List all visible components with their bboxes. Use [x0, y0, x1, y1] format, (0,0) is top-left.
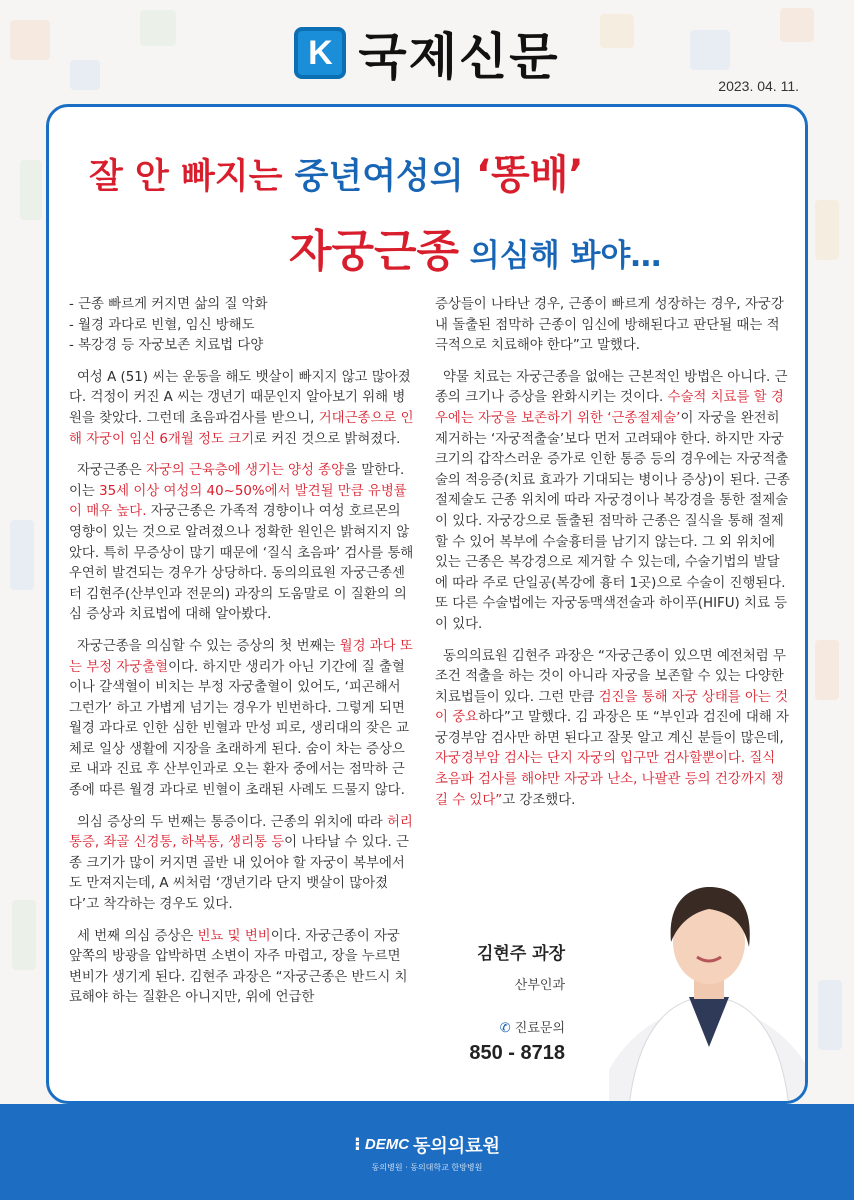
doctor-info	[469, 939, 565, 1065]
headline-line1-part1: 잘 안 빠지는	[89, 157, 295, 197]
text: 을 말한다. 이는	[69, 463, 405, 499]
headline-line1	[89, 143, 769, 200]
headline-line2	[289, 215, 769, 279]
highlight-text: 자궁경부암 검사는 단지 자궁의 입구만 검사할뿐이다. 질식 초음파 검사를 해야만 자궁과 난소, 나팔관 등의 건강까지 챙길 수 있다”	[435, 751, 784, 808]
text: 의심 증상의 두 번째는 통증이다. 근종의 위치에 따라	[77, 814, 387, 830]
text: 자궁근종은	[77, 463, 146, 479]
summary-bullet: - 근종 빠르게 커지면 삶의 질 악화	[69, 297, 268, 312]
headline-line2-part2: 의심해 봐야…	[459, 238, 662, 274]
doctor-portrait-photo	[609, 847, 808, 1104]
hospital-logo[interactable]	[354, 1132, 500, 1158]
summary-bullets	[69, 295, 417, 357]
text: 세 번째 의심 증상은	[77, 928, 198, 944]
text: 약물 치료는 자궁근종을 없애는 근본적인 방법은 아니다. 근종의 크기나 증상을 완화시키는 것이다.	[435, 369, 788, 406]
newspaper-logo-icon: K	[294, 27, 346, 79]
paragraph	[69, 813, 417, 916]
newspaper-name: 국제신문	[358, 28, 560, 86]
text: 증상들이 나타난 경우, 근종이 빠르게 성장하는 경우, 자궁강 내 돌출된 점막하 근종이 임신에 방해된다고 판단될 때는 적극적으로 치료해야 한다”고 말했다.	[435, 297, 784, 354]
highlight-text: 자궁의 근육층에 생기는 양성 종양	[145, 463, 345, 479]
doctor-name: 김현주 과장	[476, 944, 565, 964]
text: 이다. 하지만 생리가 아닌 기간에 질 출혈이나 갈색혈이 비치는 부정 자궁출혈이 있어도, ‘피곤해서 그런가’ 하고 가볍게 넘기는 경우가 빈번하다. 그렇게 되면 월경 과다로 인한 심한 빈혈과 만성 피로, 생리대의 잦은 교체로 일상 생활에 지장을 초래하게 된다. 숨이 차는 증상으로 내과 진료 후 산부인과로 오는 환자 중에서는 점막하 근종에 따른 월경 과다로 빈혈이 초래된 사례도 드물지 않다.	[69, 659, 410, 799]
hospital-mark-icon: ⁝	[354, 1134, 361, 1155]
headline-line2-part1: 자궁근종	[289, 226, 460, 277]
highlight-text: 허리 통증, 좌골 신경통, 하복통, 생리통 등	[69, 814, 413, 851]
text: 자궁근종은 가족적 경향이나 여성 호르몬의 영향이 있는 것으로 알려졌으나 정확한 원인은 밝혀지지 않았다. 특히 무증상이 많기 때문에 ‘질식 초음파’ 검사를 통해 우연히 발견되는 경우가 상당하다. 동의의료원 자궁근종센터 김현주(산부인과 전문의) 과장의 도움말로 이 질환의 의심 증상과 치료법에 대해 알아봤다.	[69, 504, 414, 623]
contact-label	[469, 1017, 565, 1036]
summary-bullet: - 복강경 등 자궁보존 치료법 다양	[69, 338, 264, 354]
paragraph	[69, 368, 417, 450]
paragraph	[435, 647, 791, 812]
contact-label-text: 진료문의	[514, 1021, 565, 1036]
article-right-column	[435, 295, 791, 822]
contact-phone-number[interactable]: 850 - 8718	[469, 1042, 565, 1064]
paragraph	[435, 368, 791, 636]
highlight-text: 거대근종으로 인해 자궁이 임신 6개월 정도 크기	[69, 410, 414, 447]
doctor-department: 산부인과	[514, 978, 565, 993]
text: 로 커진 것으로 밝혀졌다.	[254, 431, 401, 447]
text: 이 나타날 수 있다. 근종 크기가 많이 커지면 골반 내 있어야 할 자궁이 복부에서도 만져지는데, A 씨처럼 ‘갱년기라 단지 뱃살이 많아졌다’고 착각하는 경우도 있다.	[69, 835, 409, 913]
hospital-logo-mark: DEMC	[364, 1136, 410, 1153]
highlight-text: 월경 과다 또는 부정 자궁출혈	[69, 638, 413, 675]
paragraph	[69, 637, 417, 802]
highlight-text: 빈뇨 및 변비	[197, 928, 271, 944]
summary-bullet: - 월경 과다로 빈혈, 임신 방해도	[69, 317, 255, 333]
headline-line1-part2: 중년여성의	[294, 157, 476, 197]
text: 여성 A (51) 씨는 운동을 해도 뱃살이 빠지지 않고 많아졌다. 걱정이 커진 A 씨는 갱년기 때문인지 알아보기 위해 병원을 찾았다. 그런데 초음파검사를 받으니,	[69, 369, 411, 426]
article-left-column	[69, 295, 417, 1020]
text: 동의의료원 김현주 과장은 “자궁근종이 있으면 예전처럼 무조건 적출을 하는 것이 아니라 자궁을 보존할 수 있는 다양한 치료법들이 있다. 그런 만큼	[435, 648, 786, 705]
text: 하다”고 말했다. 김 과장은 또 “부인과 검진에 대해 자궁경부암 검사만 하면 된다고 잘못 알고 계신 분들이 많은데,	[435, 710, 789, 746]
publication-date: 2023. 04. 11.	[718, 78, 799, 94]
highlight-text: 35세 이상 여성의 40~50%에서 발견될 만큼 유병률이 매우 높다.	[69, 483, 407, 520]
hospital-logo-name: 동의의료원	[413, 1135, 500, 1157]
text: 자궁근종을 의심할 수 있는 증상의 첫 번째는	[77, 638, 340, 654]
paragraph	[69, 461, 417, 626]
highlight-text: 검진을 통해 자궁 상태를 아는 것이 중요	[435, 689, 789, 726]
headline-line1-part3: ‘똥배’	[475, 152, 584, 198]
footer-banner	[0, 1104, 854, 1200]
hospital-affiliates: 동의병원 · 동의대학교 한방병원	[371, 1162, 483, 1172]
text: 이 자궁을 완전히 제거하는 ‘자궁적출술’보다 먼저 고려돼야 한다. 하지만 자궁 크기의 갑작스러운 증가로 인한 통증 등의 경우에는 자궁적출술의 적응증(치료 효과가 기대되는 병이나 증상)이 된다. 근종절제술도 근종 위치에 따라 자궁경이나 복강경을 통한 절제술이 있다. 자궁강으로 돌출된 점막하 근종은 질식을 통해 절제할 수 있어 복부에 수술흉터를 남기지 않는다. 그 외 위치에 있는 근종은 복강경으로 제거할 수 있는데, 수술기법의 발달에 따라 주로 단일공(복강에 흉터 1곳)으로 수술이 진행된다. 또 다른 수술법에는 자궁동맥색전술과 하이푸(HIFU) 치료 등이 있다.	[435, 410, 790, 632]
article-card	[46, 104, 808, 1104]
phone-icon: ✆	[499, 1021, 511, 1036]
text: 이다. 자궁근종이 자궁 앞쪽의 방광을 압박하면 소변이 자주 마렵고, 장을 누르면 변비가 생기게 된다. 김현주 과장은 “자궁근종은 반드시 치료해야 하는 질환은 아니지만, 위에 언급한	[69, 928, 408, 1006]
text: 고 강조했다.	[502, 792, 576, 808]
paragraph	[69, 927, 417, 1009]
highlight-text: 수술적 치료를 할 경우에는 자궁을 보존하기 위한 ‘근종절제술’	[435, 390, 784, 426]
paragraph	[435, 295, 791, 357]
